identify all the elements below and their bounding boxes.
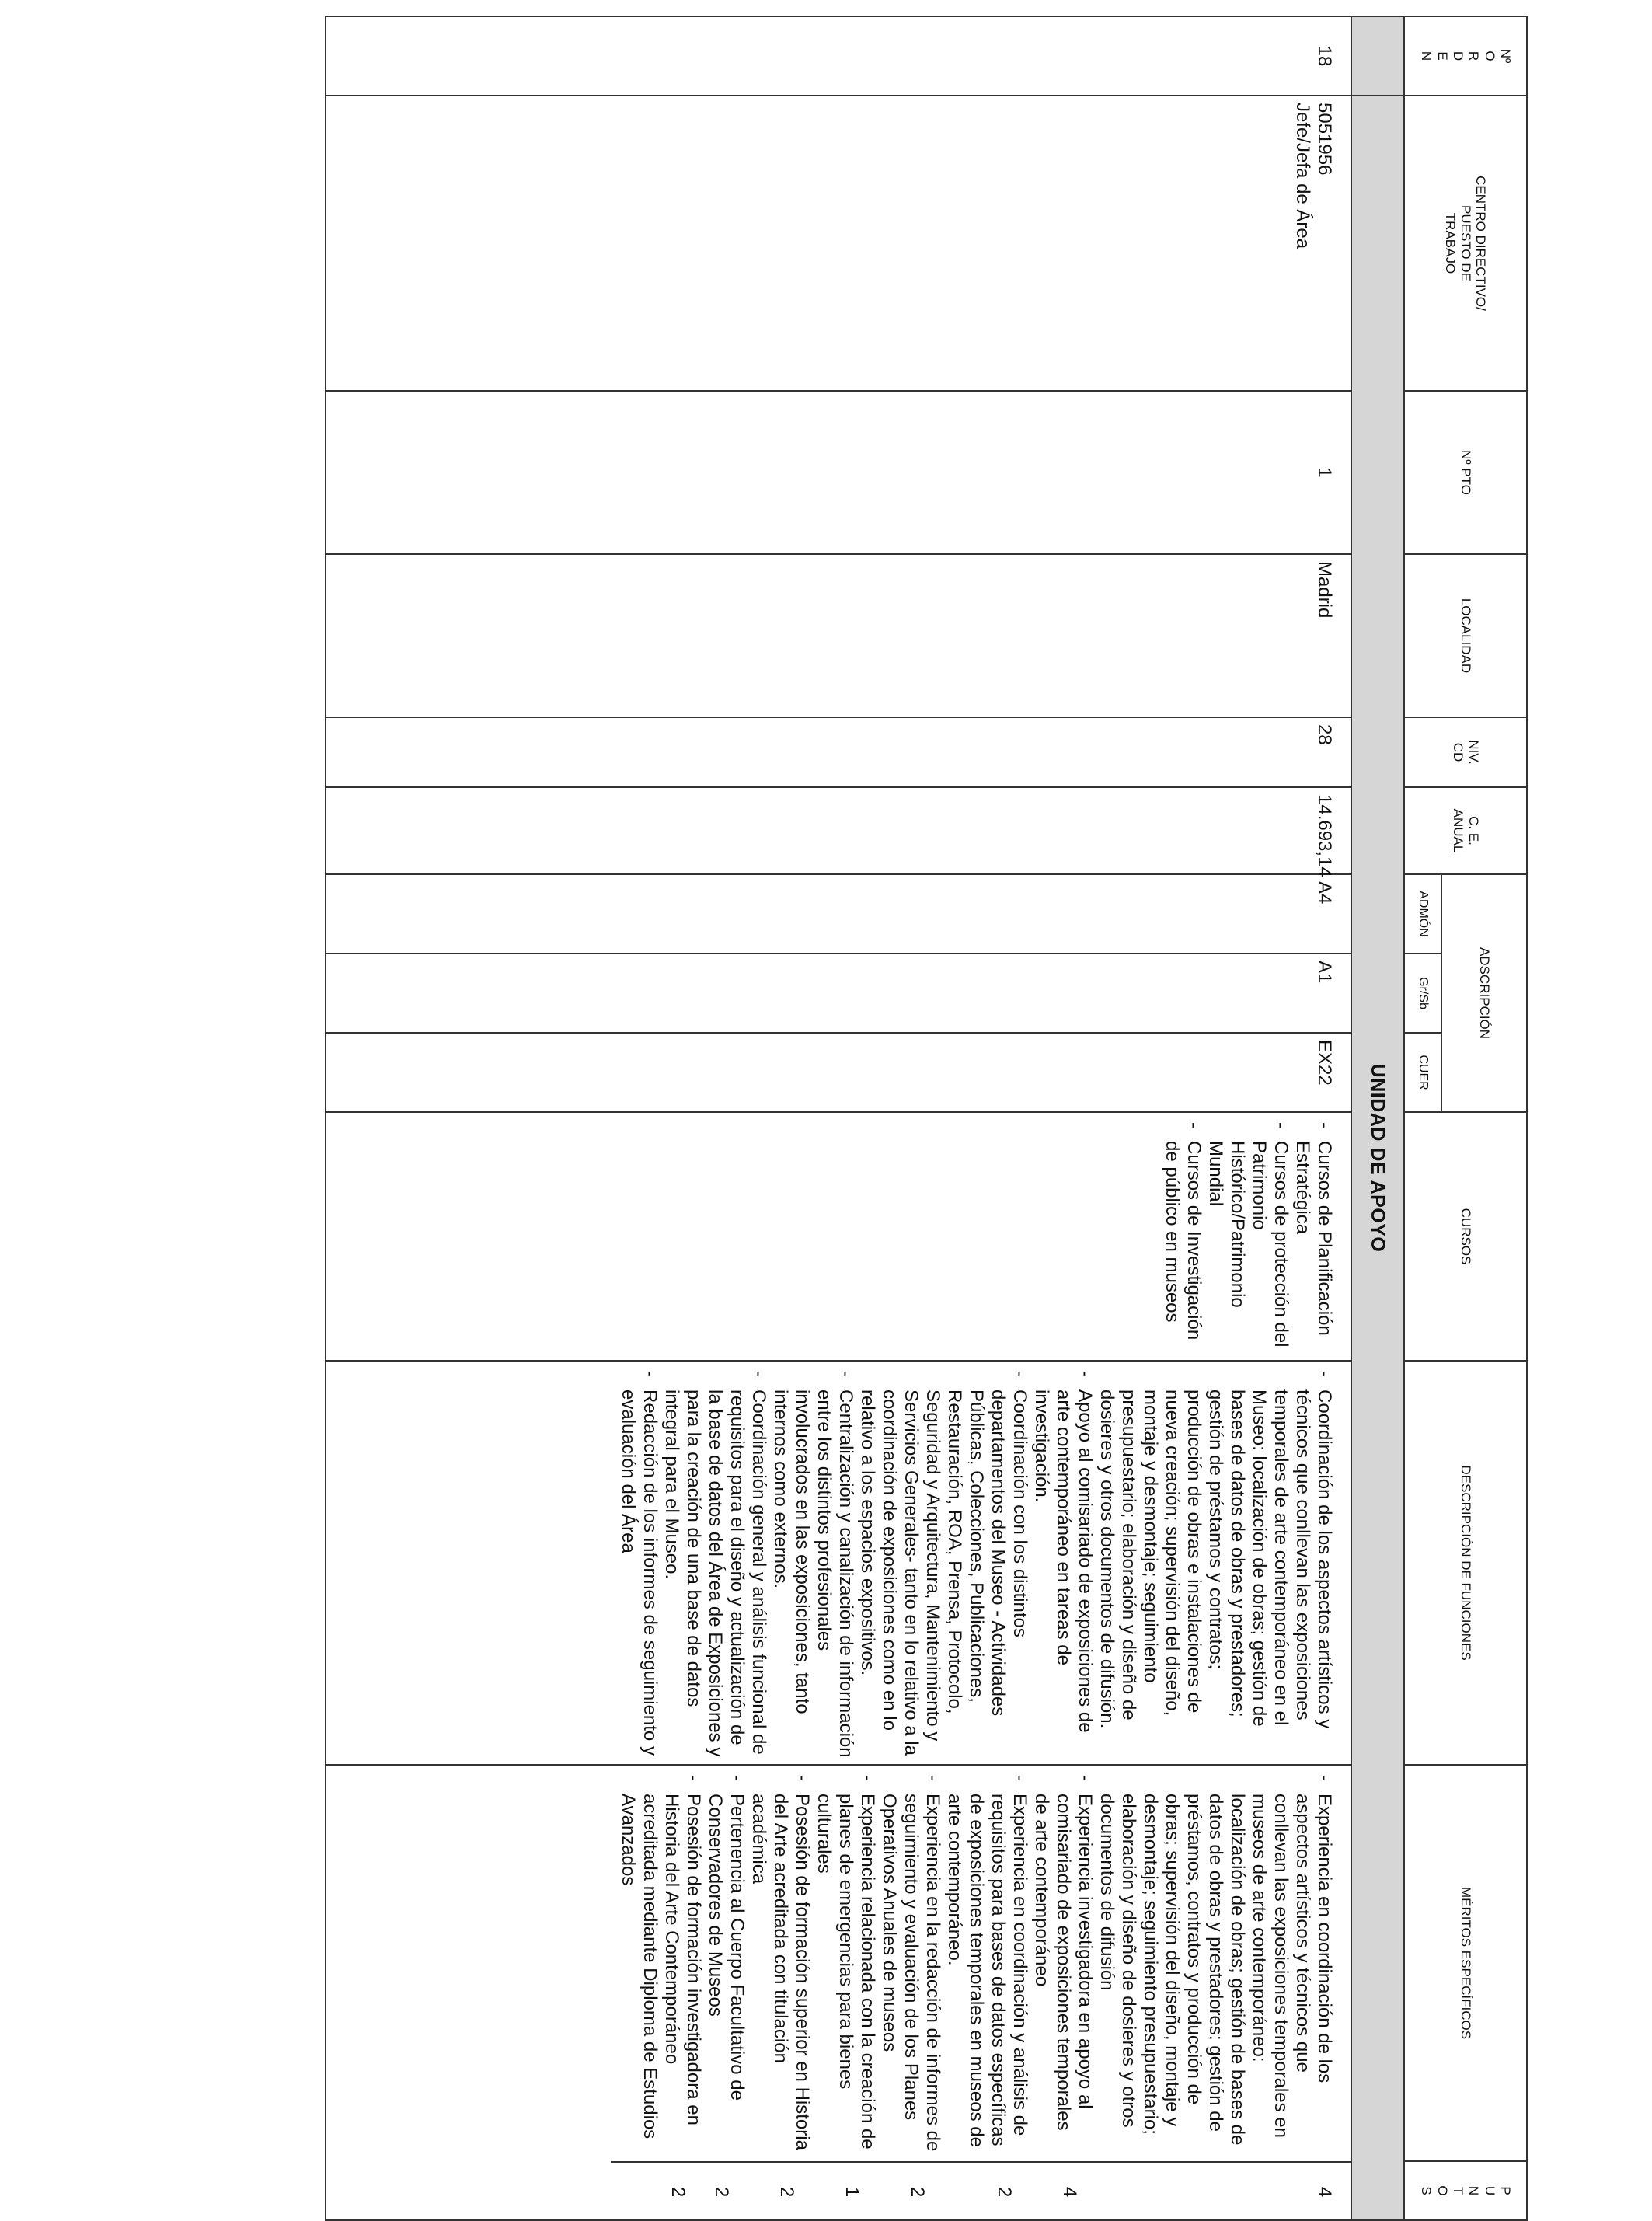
cell-localidad: Madrid <box>326 554 1351 717</box>
meritos-subtable <box>611 1766 1351 2221</box>
merito-puntos: 2 <box>711 2186 732 2198</box>
merito-puntos: 2 <box>907 2186 928 2198</box>
merito-row <box>1096 1766 1351 2221</box>
section-band-row <box>1351 16 1404 2220</box>
merito-row <box>813 1766 878 2221</box>
curso-item: - Cursos de Planificación Estratégica <box>1291 1119 1335 1354</box>
table-row <box>326 16 1351 2220</box>
merito-row <box>611 1766 704 2221</box>
funcion-item: - Apoyo al comisariado de exposiciones de arte contemporáneo en tareas de investigación. <box>1030 1368 1096 1758</box>
funcion-item: - Coordinación con los distintos departamentos del Museo - Actividades Públicas, Colecciones, Publicaciones, Restauración, ROA, Prensa, Protocolo, Seguridad y Arquitectura, Mantenimiento y Servicios Generales- tanto en lo relativo a la coordinación de exposiciones como en lo relativo a los espacios expositivos. <box>856 1368 1030 1758</box>
merito-row <box>748 1766 813 2221</box>
header-cursos: CURSOS <box>1404 1112 1527 1361</box>
cell-grsb: A1 <box>326 954 1351 1033</box>
cell-funciones <box>326 1361 1351 1765</box>
cell-ce: 14.693,14 <box>326 787 1351 874</box>
merito-text: - Posesión de formación investigadora en Historia del Arte Contemporáneo acreditada mediante Diploma de Estudios Avanzados <box>617 1772 704 2155</box>
merito-row <box>704 1766 748 2221</box>
centro-code: 5051956 <box>1314 103 1335 176</box>
merito-row <box>1030 1766 1096 2221</box>
cell-orden: 18 <box>326 16 1351 96</box>
header-admon: ADMÓN <box>1404 874 1441 954</box>
header-puntos: P U N T O S <box>1404 2161 1527 2220</box>
curso-item: - Cursos de Investigación de público en museos <box>1161 1119 1204 1354</box>
cell-pto: 1 <box>326 391 1351 554</box>
cell-admon: A4 <box>326 874 1351 954</box>
curso-item: - Cursos de protección del Patrimonio Histórico/Patrimonio Mundial <box>1204 1119 1291 1354</box>
merito-text: - Pertenencia al Cuerpo Facultativo de Conservadores de Museos <box>704 1772 748 2155</box>
merito-row <box>943 1766 1030 2221</box>
header-cuer: CUER <box>1404 1033 1441 1112</box>
merito-puntos: 4 <box>1059 2186 1080 2198</box>
funcion-item: - Redacción de los informes de seguimiento y evaluación del Área <box>617 1368 660 1758</box>
header-funciones: DESCRIPCIÓN DE FUNCIONES <box>1404 1361 1527 1765</box>
header-nivcd: NIV. CD <box>1404 717 1527 787</box>
header-grsb: Gr/Sb <box>1404 954 1441 1033</box>
merito-puntos: 2 <box>994 2186 1015 2198</box>
merito-puntos: 2 <box>776 2186 797 2198</box>
merito-text: - Posesión de formación superior en Historia del Arte acreditada con titulación académica <box>748 1772 813 2155</box>
cell-cuer: EX22 <box>326 1033 1351 1112</box>
merito-text: - Experiencia relacionada con la creación de planes de emergencias para bienes culturales <box>813 1772 878 2155</box>
cell-centro <box>326 96 1351 391</box>
header-meritos: MÉRITOS ESPECÍFICOS <box>1404 1765 1527 2161</box>
cell-nivcd: 28 <box>326 717 1351 787</box>
funcion-item: - Coordinación general y análisis funcional de requisitos para el diseño y actualización de la base de datos del Área de Exposiciones y para la creación de una base de datos integral para el Museo. <box>660 1368 769 1758</box>
merito-text: - Experiencia en coordinación y análisis de requisitos para bases de datos específicas de exposiciones temporales en museos de arte contemporáneo. <box>943 1772 1030 2155</box>
merito-puntos: 1 <box>842 2186 863 2198</box>
funcion-item: - Centralización y canalización de información entre los distintos profesionales involucrados en las exposiciones, tanto internos como externos. <box>769 1368 856 1758</box>
merito-puntos: 2 <box>667 2186 688 2198</box>
merito-text: - Experiencia en la redacción de informes de seguimiento y evaluación de los Planes Operativos Anuales de museos <box>878 1772 943 2155</box>
centro-title: Jefe/Jefa de Área <box>1292 103 1313 249</box>
funcion-item: - Coordinación de los aspectos artísticos y técnicos que conllevan las exposiciones temporales de arte contemporáneo en el Museo: localización de obras; gestión de bases de datos de obras y prestadores; gestión de préstamos y contratos; producción de obras e instalaciones de nueva creación; supervisión del diseño, montaje y desmontaje; seguimiento presupuestario; elaboración y diseño de dosieres y otros documentos de difusión. <box>1096 1368 1335 1758</box>
cell-meritos <box>326 1765 1351 2220</box>
merito-puntos: 4 <box>1314 2186 1335 2198</box>
merito-text: - Experiencia investigadora en apoyo al comisariado de exposiciones temporales de arte contemporáneo <box>1030 1772 1096 2155</box>
header-centro: CENTRO DIRECTIVO/ PUESTO DE TRABAJO <box>1404 96 1527 391</box>
cell-cursos <box>326 1112 1351 1361</box>
job-positions-table <box>325 16 1528 2221</box>
header-pto: Nº PTO <box>1404 391 1527 554</box>
header-ce: C. E. ANUAL <box>1404 787 1527 874</box>
header-row <box>1441 16 1527 2220</box>
section-title: UNIDAD DE APOYO <box>1351 96 1404 2220</box>
header-adscripcion: ADSCRIPCIÓN <box>1441 874 1527 1112</box>
header-localidad: LOCALIDAD <box>1404 554 1527 717</box>
merito-row <box>878 1766 943 2221</box>
merito-text: - Experiencia en coordinación de los aspectos artísticos y técnicos que conllevan las exposiciones temporales en museos de arte contemporáneo: localización de obras; gestión de bases de datos de obras y prestadores; gestión de préstamos, contratos y producción de obras; supervisión del diseño, montaje y desmontaje; seguimiento presupuestario; elaboración y diseño de dosieres y otros documentos de difusión <box>1096 1772 1335 2155</box>
header-orden: Nº O R D E N <box>1404 16 1527 96</box>
